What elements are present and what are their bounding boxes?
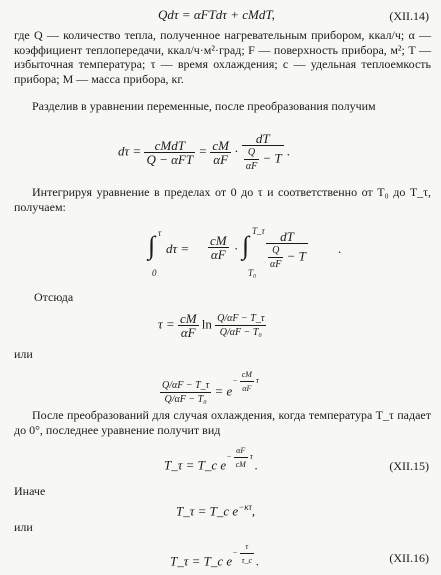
word-otsyuda: Отсюда bbox=[34, 290, 74, 304]
paragraph-after-transform: После преобразований для случая охлаждения, когда температура T_τ падает до 0°, последнее уравнение получит вид bbox=[14, 408, 431, 437]
word-ili-1: или bbox=[14, 347, 33, 361]
paragraph-definitions: где Q — количество тепла, полученное нагревательным прибором, ккал/ч; α — коэффициент теплопередачи, ккал/ч·м²·град; F — поверхность прибора, м²; T — избыточная температура; τ — время охлаждения; c — удельная теплоемкость прибора; M — масса прибора, кг. bbox=[14, 28, 431, 86]
paragraph-separate-variables: Разделив в уравнении переменные, после преобразования получим bbox=[32, 99, 376, 113]
word-inache: Иначе bbox=[14, 484, 46, 498]
fraction-cm-af: $\frac{cM}{\alpha F}$ bbox=[212, 138, 229, 167]
word-ili-2: или bbox=[14, 520, 33, 534]
equation-number-xii-16: (XII.16) bbox=[389, 551, 429, 565]
equation-integral: ∫ τ 0 dτ = $\frac{cM}{\alpha F}$ · ∫ T_τ T₀ dT $\frac{Q}{\alpha F}$ − T . bbox=[148, 226, 342, 278]
equation-exponential: $\frac{Q/\alpha F - T\_\tau}{\text{Q/αF − T₀}}$ = $e^{- \frac{cM}{\alpha F} \tau}$ bbox=[162, 370, 259, 405]
equation-tau: τ = $\frac{cM}{\alpha F}$ ln $\frac{Q/\alpha F - T\_\tau}{\text{Q/αF − T₀}}$ bbox=[158, 311, 265, 340]
integral-sign-1: ∫ bbox=[148, 231, 156, 260]
fraction-dt-int: dT $\frac{Q}{\alpha F}$ − T bbox=[266, 230, 308, 271]
equation-kt: T_τ = T_c $e^{-\kappa\tau}$, bbox=[176, 502, 256, 519]
equation-number-xii-14: (XII.14) bbox=[389, 9, 429, 23]
paragraph-integrate: Интегрируя уравнение в пределах от 0 до τ и соответственно от T₀ до T_τ, получаем: bbox=[14, 185, 431, 214]
equation-xii-15: T_τ = T_c $e^{- \frac{\alpha F}{cM} \tau}$ . bbox=[164, 446, 258, 473]
equation-separated: dτ = $\frac{\text{cMdT}}{\text{Q − αFT}}$ = $\frac{cM}{\alpha F}$ · dT $\frac{Q}{\alpha F}$ − T . bbox=[118, 131, 291, 172]
equation-number-xii-15: (XII.15) bbox=[389, 459, 429, 473]
fraction-cmdt: $\frac{\text{cMdT}}{\text{Q − αFT}}$ bbox=[146, 138, 194, 167]
equation-xii-14: Qdτ = αFTdτ + cMdT, bbox=[158, 7, 275, 22]
equation-xii-16: T_τ = T_c $e^{- \frac{\tau}{\tau\_c}}$ . bbox=[170, 542, 260, 569]
fraction-dt: dT $\frac{Q}{\alpha F}$ − T bbox=[242, 132, 284, 173]
fraction-cm-af-int: $\frac{cM}{\alpha F}$ bbox=[210, 233, 227, 262]
integral-sign-2: ∫ bbox=[242, 231, 250, 260]
